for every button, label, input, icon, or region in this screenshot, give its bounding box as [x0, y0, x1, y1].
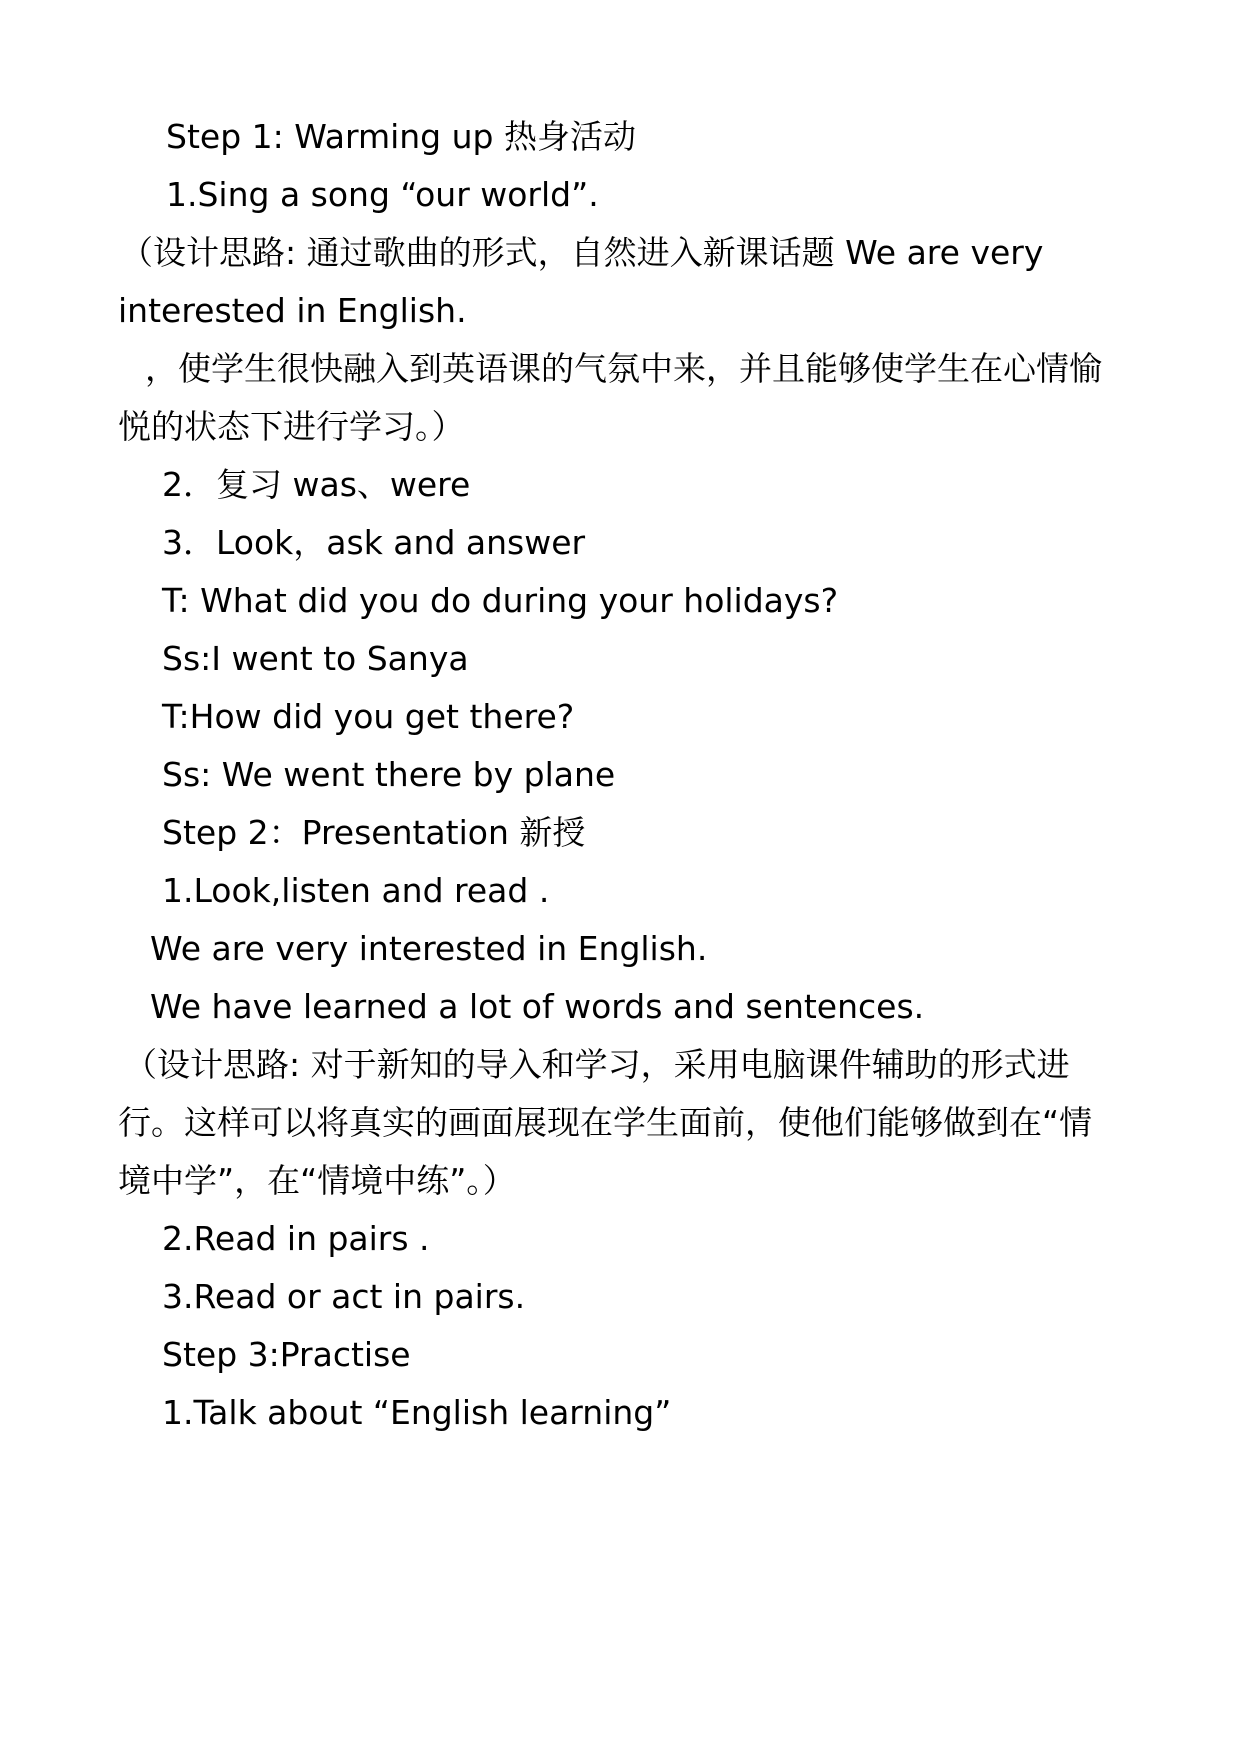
review-was-were-line: 2．复习 was、were [162, 465, 471, 504]
talk-about-line: 1.Talk about “English learning” [162, 1393, 672, 1432]
design-note-2-line1: （设计思路: 对于新知的导入和学习，采用电脑课件辅助的形式进 [124, 1045, 1070, 1084]
design-note-2-line2: 行。这样可以将真实的画面展现在学生面前，使他们能够做到在“情 [118, 1103, 1093, 1142]
sing-a-song-line: 1.Sing a song “our world”. [166, 175, 599, 214]
sentence-learned-words: We have learned a lot of words and sentences. [150, 987, 925, 1026]
design-note-1-line3: ，使学生很快融入到英语课的气氛中来，并且能够使学生在心情愉 [145, 349, 1102, 388]
step2-heading: Step 2：Presentation 新授 [162, 813, 586, 852]
step3-heading: Step 3:Practise [162, 1335, 411, 1374]
design-note-1-line2: interested in English. [118, 291, 467, 330]
dialogue-student-answer-1: Ss:I went to Sanya [162, 639, 469, 678]
sentence-interested-in-english: We are very interested in English. [150, 929, 708, 968]
read-or-act-line: 3.Read or act in pairs. [162, 1277, 526, 1316]
dialogue-teacher-question-2: T:How did you get there? [162, 697, 575, 736]
read-in-pairs-line: 2.Read in pairs . [162, 1219, 430, 1258]
step1-heading: Step 1: Warming up 热身活动 [166, 117, 636, 156]
look-listen-read-line: 1.Look,listen and read . [162, 871, 550, 910]
look-ask-answer-line: 3．Look，ask and answer [162, 523, 586, 562]
design-note-2-line3: 境中学”，在“情境中练”。） [118, 1161, 516, 1200]
design-note-1-line4: 悦的状态下进行学习。） [118, 407, 465, 446]
dialogue-teacher-question-1: T: What did you do during your holidays? [162, 581, 839, 620]
dialogue-student-answer-2: Ss: We went there by plane [162, 755, 616, 794]
design-note-1-line1: （设计思路: 通过歌曲的形式，自然进入新课话题 We are very [120, 233, 1044, 272]
